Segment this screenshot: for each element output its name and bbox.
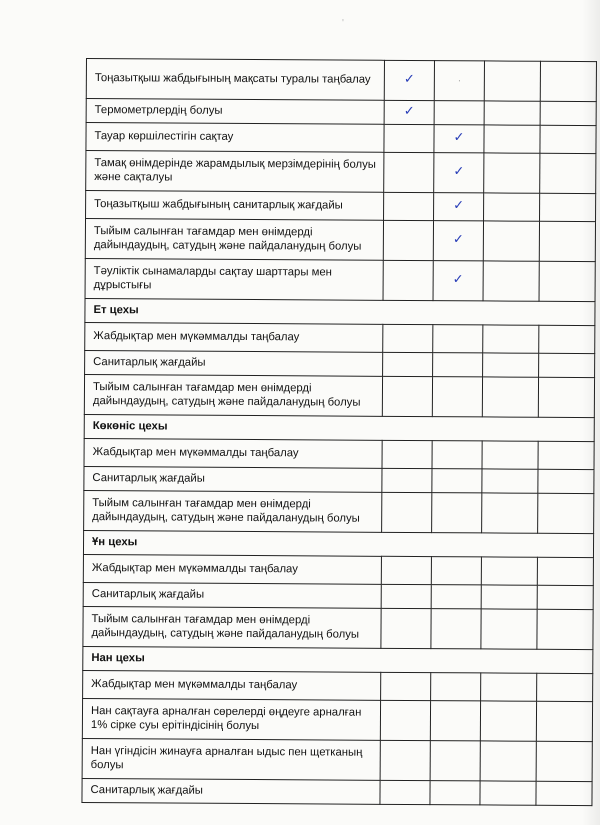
section-header	[85, 298, 595, 325]
check-cell[interactable]	[434, 101, 484, 125]
checkmark-icon: ✓	[403, 104, 415, 120]
check-cell[interactable]	[481, 557, 537, 585]
check-cell[interactable]	[381, 556, 431, 584]
check-cell[interactable]	[433, 325, 483, 353]
row-label: Тыйым салынған тағамдар мен өнімдерді дайындаудың, сатудың және пайдаланудың болуы	[83, 606, 381, 648]
scan-speck: '	[342, 18, 344, 29]
check-cell[interactable]	[432, 377, 482, 417]
checklist-row	[83, 582, 593, 609]
check-cell[interactable]	[380, 700, 430, 740]
check-cell[interactable]	[483, 353, 539, 377]
check-cell[interactable]	[482, 377, 538, 417]
checklist-row	[85, 322, 595, 353]
check-cell[interactable]	[384, 100, 434, 124]
check-cell[interactable]	[433, 261, 483, 301]
row-label: Санитарлық жағдайы	[85, 350, 383, 376]
check-cell[interactable]	[537, 557, 593, 585]
checklist-row	[83, 606, 593, 649]
check-cell[interactable]	[381, 584, 431, 608]
checklist-row	[86, 99, 596, 126]
row-label: Санитарлық жағдайы	[83, 582, 381, 608]
check-cell[interactable]	[480, 701, 536, 741]
check-cell[interactable]	[383, 220, 433, 260]
check-cell[interactable]	[431, 673, 481, 701]
row-label: Санитарлық жағдайы	[84, 466, 382, 492]
checklist-row	[82, 698, 592, 741]
check-cell[interactable]	[431, 609, 481, 649]
checklist-row	[82, 738, 592, 781]
checklist-row	[84, 438, 594, 469]
check-cell[interactable]	[432, 493, 482, 533]
check-cell[interactable]	[384, 152, 434, 192]
check-cell[interactable]	[384, 60, 434, 100]
check-cell[interactable]	[381, 608, 431, 648]
check-cell[interactable]	[538, 469, 594, 493]
section-title: Көкөніс цехы	[84, 414, 594, 441]
check-cell[interactable]	[483, 325, 539, 353]
check-cell[interactable]	[481, 609, 537, 649]
section-title: Ұн цехы	[83, 530, 593, 557]
check-cell[interactable]	[430, 701, 480, 741]
checkmark-icon: ✓	[452, 232, 464, 248]
checklist-row	[85, 350, 595, 377]
row-label: Санитарлық жағдайы	[82, 778, 380, 804]
check-cell[interactable]	[382, 492, 432, 532]
check-cell[interactable]	[382, 376, 432, 416]
check-cell[interactable]	[381, 672, 431, 700]
check-cell[interactable]	[536, 741, 592, 781]
section-header	[84, 414, 594, 441]
section-title: Нан цехы	[83, 646, 593, 673]
checklist-row	[84, 374, 594, 417]
checklist-row	[83, 554, 593, 585]
check-cell[interactable]	[483, 261, 539, 301]
check-cell[interactable]	[540, 61, 596, 101]
check-cell[interactable]	[484, 153, 540, 193]
check-cell[interactable]	[480, 741, 536, 781]
check-cell[interactable]	[540, 153, 596, 193]
check-cell[interactable]	[434, 193, 484, 221]
row-label: Тоңазытқыш жабдығының санитарлық жағдайы	[86, 191, 384, 221]
row-label: Тоңазытқыш жабдығының мақсаты туралы таңбалау	[86, 59, 384, 101]
check-cell[interactable]	[540, 125, 596, 153]
section-title: Ет цехы	[85, 298, 595, 325]
check-cell[interactable]	[480, 781, 536, 805]
check-cell[interactable]	[433, 353, 483, 377]
check-cell[interactable]	[537, 585, 593, 609]
checklist-row	[84, 466, 594, 493]
checklist-row	[84, 490, 594, 533]
check-cell[interactable]	[537, 673, 593, 701]
checkmark-icon: ✓	[453, 164, 465, 180]
check-cell[interactable]	[382, 440, 432, 468]
row-label: Тыйым салынған тағамдар мен өнімдерді дайындаудың, сатудың және пайдаланудың болуы	[84, 374, 382, 416]
check-cell[interactable]	[482, 469, 538, 493]
check-cell[interactable]	[431, 557, 481, 585]
check-cell[interactable]	[434, 153, 484, 193]
check-cell[interactable]	[539, 221, 595, 261]
check-cell[interactable]	[482, 441, 538, 469]
check-cell[interactable]	[384, 124, 434, 152]
checklist-row	[83, 670, 593, 701]
row-label: Нан сақтауға арналған сөрелерді өңдеуге арналған 1% сірке суы ерітіндісінің болуы	[82, 698, 380, 740]
check-cell[interactable]	[383, 352, 433, 376]
checkmark-icon: ✓	[453, 130, 465, 146]
row-label: Тамақ өнімдерінде жарамдылық мерзімдерінің болуы және сақталуы	[86, 151, 384, 193]
check-cell[interactable]	[484, 101, 540, 125]
check-cell[interactable]	[380, 780, 430, 804]
row-label: Жабдықтар мен мүкәммалды таңбалау	[83, 554, 381, 584]
check-cell[interactable]	[384, 192, 434, 220]
row-label: Тыйым салынған тағамдар мен өнімдерді дайындаудың, сатудың және пайдаланудың болуы	[85, 219, 383, 261]
check-cell[interactable]	[430, 781, 480, 805]
checklist-row	[86, 191, 596, 222]
checkmark-icon: ✓	[452, 272, 464, 288]
checklist-row	[86, 151, 596, 194]
row-label: Жабдықтар мен мүкәммалды таңбалау	[83, 670, 381, 700]
checkmark-icon: ✓	[403, 72, 415, 88]
check-cell[interactable]	[483, 221, 539, 261]
inspection-checklist-table	[81, 58, 597, 806]
check-cell[interactable]	[383, 260, 433, 300]
check-cell[interactable]	[538, 377, 594, 417]
check-cell[interactable]	[538, 493, 594, 533]
check-cell[interactable]	[537, 609, 593, 649]
check-cell[interactable]	[431, 585, 481, 609]
check-cell[interactable]	[380, 740, 430, 780]
check-cell[interactable]	[540, 101, 596, 125]
checklist-row	[85, 219, 595, 262]
check-cell[interactable]	[539, 325, 595, 353]
check-cell[interactable]	[484, 61, 540, 101]
check-cell[interactable]	[383, 324, 433, 352]
row-label: Жабдықтар мен мүкәммалды таңбалау	[84, 438, 382, 468]
checklist-row	[82, 778, 592, 805]
check-cell[interactable]	[434, 61, 484, 101]
checklist-row	[86, 123, 596, 154]
check-cell[interactable]	[539, 261, 595, 301]
checklist-row	[86, 59, 596, 102]
check-cell[interactable]	[432, 469, 482, 493]
check-cell[interactable]	[539, 353, 595, 377]
check-cell[interactable]	[484, 125, 540, 153]
check-cell[interactable]	[481, 673, 537, 701]
ink-dot: ·	[457, 75, 461, 86]
row-label: Тыйым салынған тағамдар мен өнімдерді дайындаудың, сатудың және пайдаланудың болуы	[84, 490, 382, 532]
check-cell[interactable]	[482, 493, 538, 533]
check-cell[interactable]	[540, 193, 596, 221]
check-cell[interactable]	[382, 468, 432, 492]
section-header	[83, 646, 593, 673]
check-cell[interactable]	[433, 221, 483, 261]
check-cell[interactable]	[432, 441, 482, 469]
check-cell[interactable]	[484, 193, 540, 221]
row-label: Тәуліктік сынамаларды сақтау шарттары мен дұрыстығы	[85, 258, 383, 300]
section-header	[83, 530, 593, 557]
check-cell[interactable]	[536, 701, 592, 741]
check-cell[interactable]	[536, 781, 592, 805]
check-cell[interactable]	[538, 441, 594, 469]
checkmark-icon: ✓	[453, 198, 465, 214]
row-label: Жабдықтар мен мүкәммалды таңбалау	[85, 322, 383, 352]
check-cell[interactable]	[434, 125, 484, 153]
checklist-row	[85, 258, 595, 301]
row-label: Тауар көршілестігін сақтау	[86, 123, 384, 153]
check-cell[interactable]	[481, 585, 537, 609]
row-label: Нан үгіндісін жинауға арналған ыдыс пен щетканың болуы	[82, 738, 380, 780]
check-cell[interactable]	[430, 741, 480, 781]
row-label: Термометрлердің болуы	[86, 99, 384, 125]
